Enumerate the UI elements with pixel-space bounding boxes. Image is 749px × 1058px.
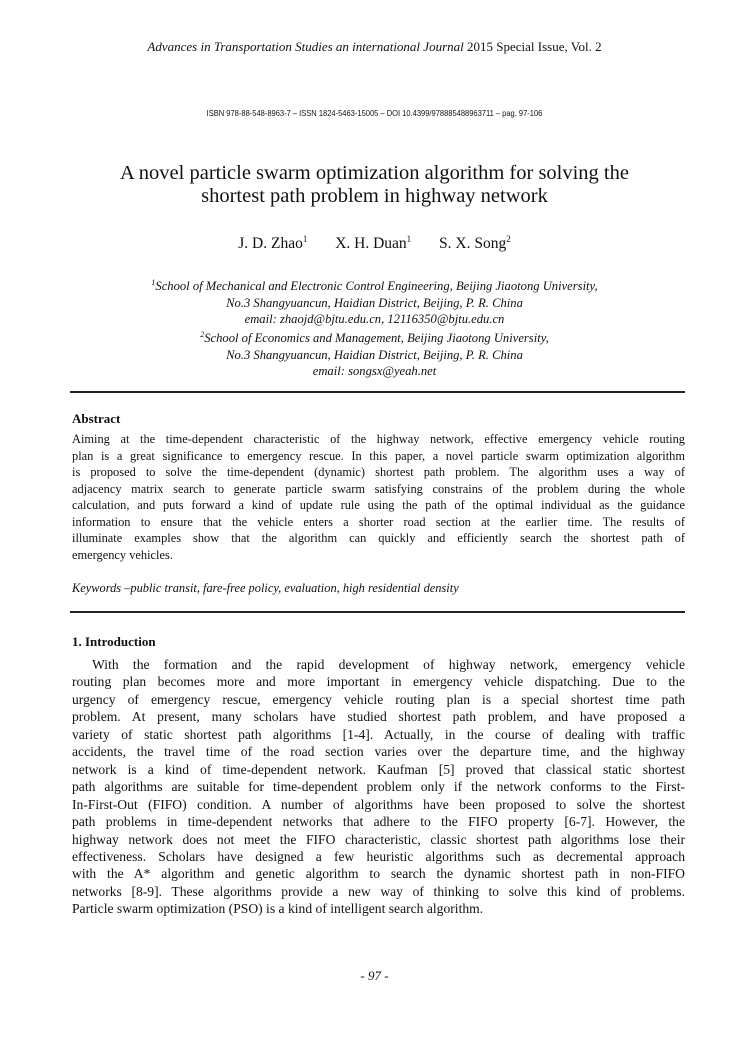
- author-sup: 1: [406, 234, 412, 244]
- author: [439, 235, 511, 252]
- issue-info: 2015 Special Issue, Vol. 2: [463, 39, 602, 54]
- divider: [70, 391, 685, 393]
- title-line: A novel particle swarm optimization algorithm for solving the: [120, 162, 629, 184]
- affiliation-text: No.3 Shangyuancun, Haidian District, Beijing, P. R. China: [226, 348, 523, 362]
- journal-header: [0, 39, 749, 55]
- text-line: path problems in time-dependent networks that adhere to the FIFO property [6-7]. However, the: [72, 814, 685, 830]
- abstract-body: [72, 431, 685, 563]
- text-line: urgency of emergency rescue, emergency vehicle routing plan is a special shortest time path: [72, 691, 685, 707]
- affiliation-text: School of Economics and Management, Beijing Jiaotong University,: [204, 331, 549, 346]
- text-line: path algorithms are suitable for time-dependent problem only if the network conforms to the First-: [72, 779, 685, 795]
- text-line: variety of static shortest path algorithms [1-4]. Actually, in the course of dealing with traffic: [72, 726, 685, 742]
- text-line: plan is a great significance to emergency rescue. In this paper, a novel particle swarm optimization algorithm: [72, 448, 685, 463]
- text-line: accidents, the travel time of the road section varies over the departure time, and the highway: [72, 744, 685, 760]
- author-name: S. X. Song: [439, 235, 507, 253]
- abstract-heading: Abstract: [72, 411, 121, 426]
- text-line: calculation, and puts forward a kind of update rule using the path of the optimal individual as the guidance: [72, 498, 685, 513]
- affiliation-line: [0, 311, 749, 327]
- text-line: highway network does not meet the FIFO characteristic, classic shortest path algorithms lose their: [72, 831, 685, 847]
- text-line: In-First-Out (FIFO) condition. A number of algorithms have been proposed to solve the shortest: [72, 796, 685, 812]
- title-line: shortest path problem in highway network: [201, 185, 548, 207]
- text-line: information to ensure that the vehicle enters a shorter road section at the earlier time. The results of: [72, 514, 685, 529]
- affiliation-sup: 1: [151, 278, 156, 287]
- author-name: X. H. Duan: [335, 235, 407, 253]
- text-line: is proposed to solve the time-dependent (dynamic) shortest path problem. The algorithm uses a way of: [72, 465, 685, 480]
- journal-name: Advances in Transportation Studies an international Journal: [147, 39, 464, 54]
- text-line: adjacency matrix search to generate particle swarm satisfying constrains of the problem during the whole: [72, 481, 685, 496]
- text-line: networks [8-9]. These algorithms provide a new way of thinking to solve this kind of problems.: [72, 883, 685, 899]
- text-line: effectiveness. Scholars have designed a few heuristic algorithms such as decremental approach: [72, 848, 685, 864]
- affiliation-line: [0, 275, 749, 295]
- text-line: Aiming at the time-dependent characteristic of the highway network, effective emergency vehicle routing: [72, 432, 685, 446]
- text-line: emergency vehicles.: [72, 547, 173, 562]
- section-heading: 1. Introduction: [72, 634, 156, 649]
- text-line: Particle swarm optimization (PSO) is a kind of intelligent search algorithm.: [72, 901, 484, 917]
- affiliation-text: No.3 Shangyuancun, Haidian District, Beijing, P. R. China: [226, 295, 523, 310]
- affiliation-line: [0, 347, 749, 363]
- divider: [70, 611, 685, 613]
- author-sup: 1: [302, 234, 308, 244]
- authors: [0, 234, 749, 253]
- affiliations: [0, 275, 749, 380]
- text-line: problem. At present, many scholars have studied shortest path problem, and have proposed a: [72, 709, 685, 725]
- introduction-body: [72, 656, 685, 918]
- affiliation-text: email: zhaojd@bjtu.edu.cn, 12116350@bjtu.edu.cn: [244, 312, 505, 326]
- affiliation-line: [0, 327, 749, 347]
- affiliation-line: [0, 363, 749, 379]
- author: [335, 235, 411, 252]
- text-line: with the A* algorithm and genetic algorithm to search the dynamic shortest path in non-FIFO: [72, 866, 685, 882]
- affiliation-line: [0, 295, 749, 311]
- keywords: Keywords –public transit, fare-free policy, evaluation, high residential density: [72, 581, 459, 595]
- author-name: J. D. Zhao: [238, 235, 303, 253]
- text-line: routing plan becomes more and more important in emergency vehicle dispatching. Due to the: [72, 674, 685, 690]
- isbn-line: ISBN 978-88-548-8963-7 – ISSN 1824-5463-15005 – DOI 10.4399/978885488963711 – pag. 97-106: [206, 109, 543, 118]
- author-sup: 2: [506, 234, 511, 244]
- affiliation-sup: 2: [200, 330, 205, 340]
- paper-title: [0, 162, 749, 208]
- text-line: With the formation and the rapid development of highway network, emergency vehicle: [92, 657, 685, 672]
- author: [238, 235, 307, 252]
- text-line: network is a kind of time-dependent network. Kaufman [5] proved that classical static shortest: [72, 761, 685, 777]
- affiliation-text: School of Mechanical and Electronic Control Engineering, Beijing Jiaotong University,: [155, 279, 598, 294]
- affiliation-text: email: songsx@yeah.net: [312, 364, 437, 379]
- text-line: illuminate examples show that the algorithm can quickly and efficiently search the shortest path of: [72, 531, 685, 546]
- page-number: - 97 -: [360, 968, 389, 983]
